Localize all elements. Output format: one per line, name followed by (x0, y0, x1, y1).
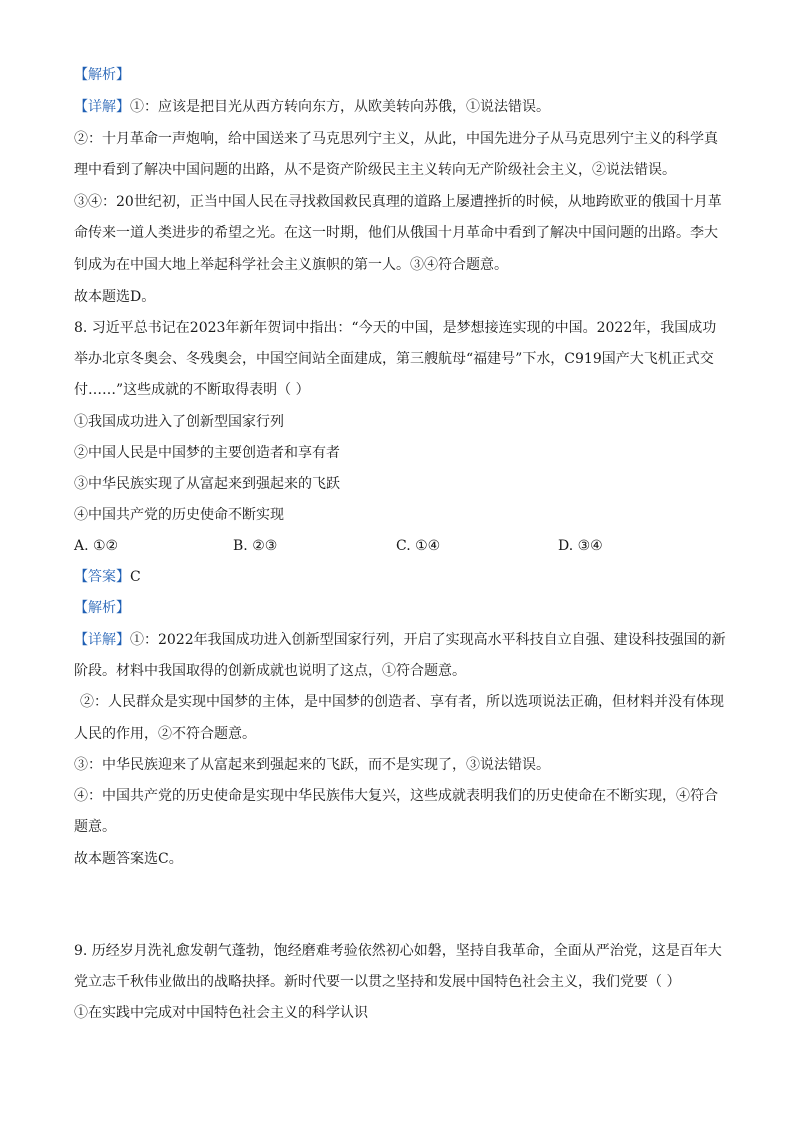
detail-line: 理中看到了解决中国问题的出路，从不是资产阶级民主主义转向无产阶级社会主义，②说法错误。 (74, 162, 676, 178)
analysis-tag: 【解析】 (74, 600, 130, 616)
question-item: ①我国成功进入了创新型国家行列 (74, 414, 284, 430)
option-a: A. ①② (74, 538, 119, 554)
answer-line (74, 567, 724, 587)
detail-line: ②：人民群众是实现中国梦的主体，是中国梦的创造者、享有者，所以选项说法正确，但材料并没有体现 (80, 694, 724, 710)
detail-tag: 【详解】 (74, 99, 130, 115)
option-b: B. ②③ (233, 538, 278, 554)
option-d: D. ③④ (558, 538, 603, 554)
answer-value: C (130, 569, 141, 585)
detail-line: 【详解】①：2022年我国成功进入创新型国家行列，开启了实现高水平科技自立自强、建设科技强国的新 (74, 632, 726, 648)
option-c: C. ①④ (396, 538, 441, 554)
question-stem: 举办北京冬奥会、冬残奥会，中国空间站全面建成，第三艘航母“福建号”下水，C919国产大飞机正式交 (74, 351, 714, 367)
analysis-tag: 【解析】 (74, 67, 130, 83)
detail-line: ②：十月革命一声炮响，给中国送来了马克思列宁主义，从此，中国先进分子从马克思列宁主义的科学真 (74, 131, 718, 147)
question-stem: 9. 历经岁月洗礼愈发朝气蓬勃，饱经磨难考验依然初心如磐，坚持自我革命，全面从严治党，这是百年大 (74, 943, 722, 959)
question-item: ①在实践中完成对中国特色社会主义的科学认识 (74, 1005, 368, 1021)
detail-line: ③④：20世纪初，正当中国人民在寻找救国救民真理的道路上屡遭挫折的时候，从地跨欧亚的俄国十月革 (74, 194, 722, 210)
detail-line: ④：中国共产党的历史使命是实现中华民族伟大复兴，这些成就表明我们的历史使命在不断实现，④符合 (74, 788, 718, 804)
detail-line: 命传来一道人类进步的希望之光。在这一时期，他们从俄国十月革命中看到了解决中国问题的出路。李大 (74, 225, 718, 241)
detail-line: 人民的作用，②不符合题意。 (74, 726, 256, 742)
detail-line: 题意。 (74, 819, 116, 835)
detail-conclusion: 故本题选D。 (74, 289, 156, 305)
question-stem: 党立志千秋伟业做出的战略抉择。新时代要一以贯之坚持和发展中国特色社会主义，我们党要（ ） (74, 974, 681, 990)
question-stem: 8. 习近平总书记在2023年新年贺词中指出：“今天的中国，是梦想接连实现的中国。2022年，我国成功 (74, 320, 717, 336)
detail-line: 钊成为在中国大地上举起科学社会主义旗帜的第一人。③④符合题意。 (74, 257, 508, 273)
detail-conclusion: 故本题答案选C。 (74, 851, 183, 867)
detail-tag: 【详解】 (74, 632, 130, 648)
detail-line: 阶段。材料中我国取得的创新成就也说明了这点，①符合题意。 (74, 663, 466, 679)
question-item: ③中华民族实现了从富起来到强起来的飞跃 (74, 476, 340, 492)
question-item: ④中国共产党的历史使命不断实现 (74, 507, 284, 523)
question-item: ②中国人民是中国梦的主要创造者和享有者 (74, 445, 340, 461)
answer-tag: 【答案】 (74, 569, 130, 585)
question-stem: 付……”这些成就的不断取得表明（ ） (74, 382, 310, 398)
detail-line: 【详解】①：应该是把目光从西方转向东方，从欧美转向苏俄，①说法错误。 (74, 99, 550, 115)
detail-line: ③：中华民族迎来了从富起来到强起来的飞跃，而不是实现了，③说法错误。 (74, 757, 550, 773)
